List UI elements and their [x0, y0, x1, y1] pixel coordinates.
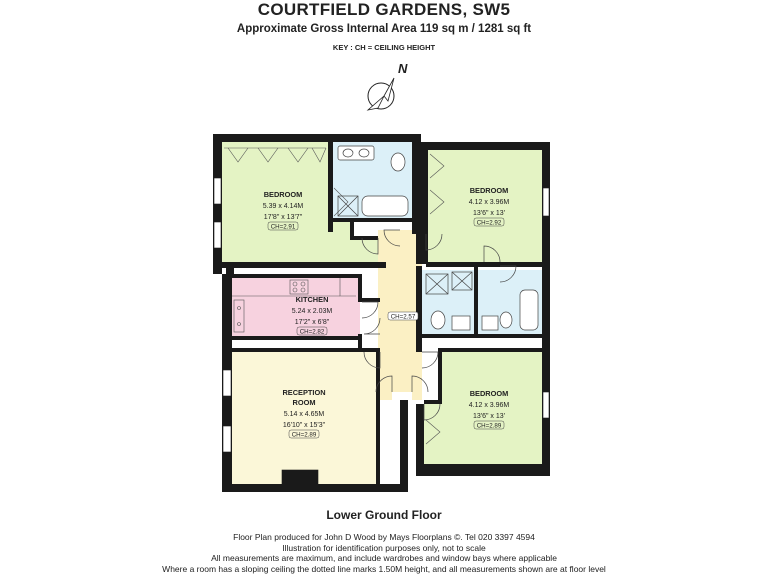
room-imperial: 13'6" x 13'	[472, 210, 506, 217]
ceiling-key: KEY : CH = CEILING HEIGHT	[332, 43, 436, 52]
room-ceiling: CH=2.92	[476, 219, 502, 227]
gross-area: Approximate Gross Internal Area 119 sq m / 1281 sq ft	[236, 23, 532, 35]
room-ceiling: CH=2.82	[299, 328, 325, 336]
kitchen-area	[232, 278, 360, 336]
room-ceiling: CH=2.57	[390, 313, 416, 321]
bedroom-2-area	[428, 150, 542, 266]
north-label: N	[398, 61, 408, 76]
room-hall	[388, 312, 418, 321]
room-imperial: 17'8" x 13'7"	[263, 214, 303, 221]
plan-title: COURTFIELD GARDENS, SW5	[257, 0, 511, 19]
room-name: BEDROOM	[469, 186, 509, 195]
footer-disclaimer: Illustration for identification purposes only, not to scale	[282, 542, 486, 553]
room-name: RECEPTION	[282, 388, 326, 397]
room-ceiling: CH=2.89	[291, 431, 317, 439]
footer-credit: Floor Plan produced for John D Wood by Mays Floorplans ©. Tel 020 3397 4594	[233, 532, 535, 542]
room-ceiling: CH=2.91	[270, 223, 296, 231]
room-name: BEDROOM	[469, 389, 509, 398]
floor-label: Lower Ground Floor	[326, 508, 442, 522]
room-name-line2: ROOM	[292, 398, 316, 407]
compass-icon	[368, 61, 408, 110]
reception-area	[232, 352, 380, 484]
room-ceiling: CH=2.89	[476, 422, 502, 430]
room-imperial: 16'10" x 15'3"	[282, 422, 326, 429]
room-metric: 4.12 x 3.96M	[468, 199, 510, 206]
room-metric: 5.39 x 4.14M	[262, 203, 304, 210]
room-metric: 4.12 x 3.96M	[468, 402, 510, 409]
footer-ceiling-note: Where a room has a sloping ceiling the dotted line marks 1.50M height, and all measurements shown are at floor level	[162, 563, 606, 574]
room-metric: 5.24 x 2.03M	[291, 308, 333, 315]
room-metric: 5.14 x 4.65M	[283, 411, 325, 418]
footer-measurements: All measurements are maximum, and include wardrobes and window bays where applicable	[211, 553, 557, 563]
room-imperial: 17'2" x 6'8"	[294, 319, 330, 326]
room-name: KITCHEN	[295, 295, 329, 304]
room-imperial: 13'6" x 13'	[472, 413, 506, 420]
room-name: BEDROOM	[263, 190, 303, 199]
